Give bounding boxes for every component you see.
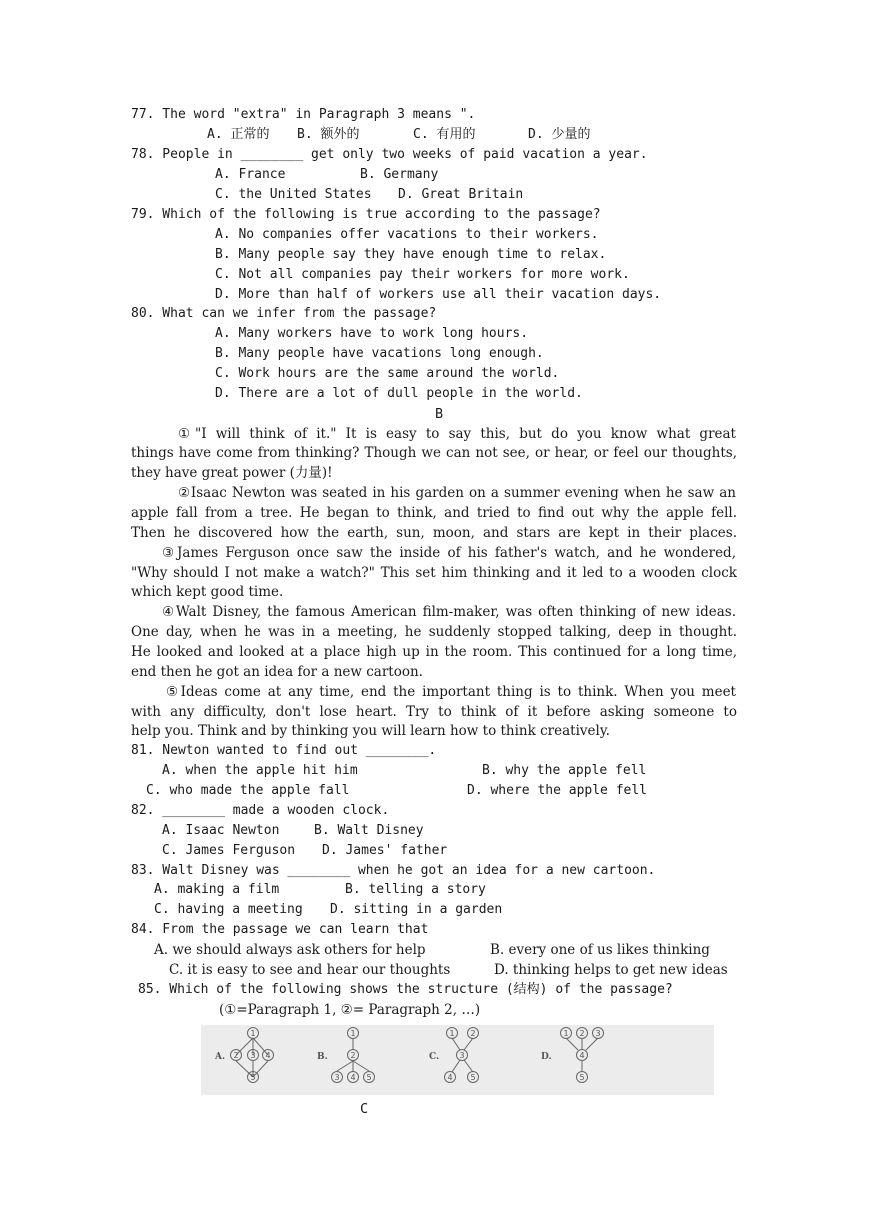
node-num: 1 xyxy=(563,1029,569,1038)
node-num: 2 xyxy=(579,1029,585,1038)
q78-option-b: B. Germany xyxy=(360,167,439,182)
node-num: 3 xyxy=(595,1029,601,1038)
passage-p3-line2: "Why should I not make a watch?" This set him thinking and it led to a wooden clock xyxy=(131,565,737,581)
passage-p1-line3: they have great power (力量)! xyxy=(131,465,333,481)
passage-p3-line3: which kept good time. xyxy=(131,584,284,600)
section-c-heading: C xyxy=(360,1101,369,1117)
q79-option-a: A. No companies offer vacations to their workers. xyxy=(215,227,599,242)
q85-stem: 85. Which of the following shows the structure (结构) of the passage? xyxy=(138,982,673,997)
node-num: 4 xyxy=(447,1073,453,1082)
node-num: 1 xyxy=(449,1029,455,1038)
q80-stem: 80. What can we infer from the passage? xyxy=(131,306,437,321)
q80-option-a: A. Many workers have to work long hours. xyxy=(215,326,529,341)
q84-option-d: D. thinking helps to get new ideas xyxy=(494,962,728,978)
passage-p5-line3: help you. Think and by thinking you will learn how to think creatively. xyxy=(131,723,610,739)
node-num: 5 xyxy=(250,1073,256,1082)
passage-p1-line2: things have come from thinking? Though we can not see, or hear, or feel our thoughts, xyxy=(131,445,737,461)
structure-figure xyxy=(201,1025,714,1095)
passage-p1-line1: ①"I will think of it." It is easy to say this, but do you know what great xyxy=(178,426,736,442)
q83-option-c: C. having a meeting xyxy=(154,902,303,917)
q83-option-b: B. telling a story xyxy=(345,882,486,897)
q81-stem: 81. Newton wanted to find out ________. xyxy=(131,743,437,758)
diagram-a xyxy=(231,1028,274,1083)
node-num: 5 xyxy=(579,1073,585,1082)
node-num: 1 xyxy=(350,1029,356,1038)
q83-stem: 83. Walt Disney was ________ when he got an idea for a new cartoon. xyxy=(131,863,656,878)
section-b-heading: B xyxy=(435,406,444,422)
node-num: 5 xyxy=(470,1073,476,1082)
q79-option-c: C. Not all companies pay their workers for more work. xyxy=(215,267,630,282)
q84-option-c: C. it is easy to see and hear our thoughts xyxy=(169,962,451,978)
node-num: 4 xyxy=(265,1051,271,1060)
q81-option-b: B. why the apple fell xyxy=(482,763,647,778)
q79-option-b: B. Many people say they have enough time to relax. xyxy=(215,247,607,262)
figure-label-b: B. xyxy=(317,1052,328,1062)
passage-p5-line1: ⑤Ideas come at any time, end the important thing is to think. When you meet xyxy=(166,684,736,700)
node-num: 5 xyxy=(366,1073,372,1082)
q77-option-c: C. 有用的 xyxy=(413,127,476,142)
diagram-d xyxy=(561,1028,604,1083)
q84-option-b: B. every one of us likes thinking xyxy=(490,942,710,958)
q84-option-a: A. we should always ask others for help xyxy=(154,942,426,958)
q81-option-c: C. who made the apple fall xyxy=(146,783,350,798)
passage-p2-line3: Then he discovered how the earth, sun, moon, and stars are kept in their places. xyxy=(131,525,737,541)
q82-stem: 82. ________ made a wooden clock. xyxy=(131,803,390,818)
q80-option-b: B. Many people have vacations long enough. xyxy=(215,346,544,361)
node-num: 2 xyxy=(233,1051,239,1060)
passage-p5-line2: with any difficulty, don't lose heart. Try to think of it before asking someone to xyxy=(131,704,737,720)
q82-option-b: B. Walt Disney xyxy=(314,823,424,838)
q81-option-a: A. when the apple hit him xyxy=(162,763,358,778)
passage-p4-line1: ④Walt Disney, the famous American film-maker, was often thinking of new ideas. xyxy=(162,604,736,620)
node-num: 2 xyxy=(470,1029,476,1038)
q78-option-a: A. France xyxy=(215,167,286,182)
figure-label-a: A. xyxy=(215,1052,226,1062)
node-num: 4 xyxy=(350,1073,356,1082)
q79-stem: 79. Which of the following is true according to the passage? xyxy=(131,207,601,222)
node-num: 2 xyxy=(350,1051,356,1060)
q80-option-d: D. There are a lot of dull people in the world. xyxy=(215,386,583,401)
passage-p4-line3: He looked and looked at a place high up in the room. This continued for a long time, xyxy=(131,644,737,660)
q82-option-c: C. James Ferguson xyxy=(162,843,296,858)
diagram-b xyxy=(332,1028,375,1083)
passage-p3-line1: ③James Ferguson once saw the inside of his father's watch, and he wondered, xyxy=(162,545,736,561)
q80-option-c: C. Work hours are the same around the world. xyxy=(215,366,560,381)
passage-p4-line2: One day, when he was in a meeting, he suddenly stopped talking, deep in thought. xyxy=(131,624,737,640)
structure-diagrams xyxy=(201,1025,714,1095)
node-num: 3 xyxy=(459,1051,465,1060)
node-num: 4 xyxy=(579,1051,585,1060)
figure-label-d: D. xyxy=(541,1052,552,1062)
q81-option-d: D. where the apple fell xyxy=(467,783,648,798)
node-num: 1 xyxy=(250,1029,256,1038)
q82-option-d: D. James' father xyxy=(322,843,448,858)
q79-option-d: D. More than half of workers use all their vacation days. xyxy=(215,287,662,302)
passage-p2-line1: ②Isaac Newton was seated in his garden on a summer evening when he saw an xyxy=(178,485,736,501)
q84-stem: 84. From the passage we can learn that xyxy=(131,922,429,937)
figure-label-c: C. xyxy=(429,1052,440,1062)
q83-option-d: D. sitting in a garden xyxy=(330,902,503,917)
q78-option-d: D. Great Britain xyxy=(398,187,524,202)
passage-p4-line4: end then he got an idea for a new cartoon. xyxy=(131,664,423,680)
q77-option-a: A. 正常的 xyxy=(207,127,270,142)
q83-option-a: A. making a film xyxy=(154,882,280,897)
q78-option-c: C. the United States xyxy=(215,187,372,202)
q77-stem: 77. The word "extra" in Paragraph 3 means ". xyxy=(131,107,476,122)
q77-option-b: B. 额外的 xyxy=(297,127,360,142)
passage-p2-line2: apple fall from a tree. He began to think, and tried to find out why the apple fell. xyxy=(131,505,737,521)
q82-option-a: A. Isaac Newton xyxy=(162,823,280,838)
q78-stem: 78. People in ________ get only two weeks of paid vacation a year. xyxy=(131,147,648,162)
q77-option-d: D. 少量的 xyxy=(528,127,591,142)
node-num: 3 xyxy=(334,1073,340,1082)
q85-note: (①=Paragraph 1, ②= Paragraph 2, …) xyxy=(219,1002,481,1018)
node-num: 3 xyxy=(250,1051,256,1060)
diagram-c xyxy=(445,1028,479,1083)
